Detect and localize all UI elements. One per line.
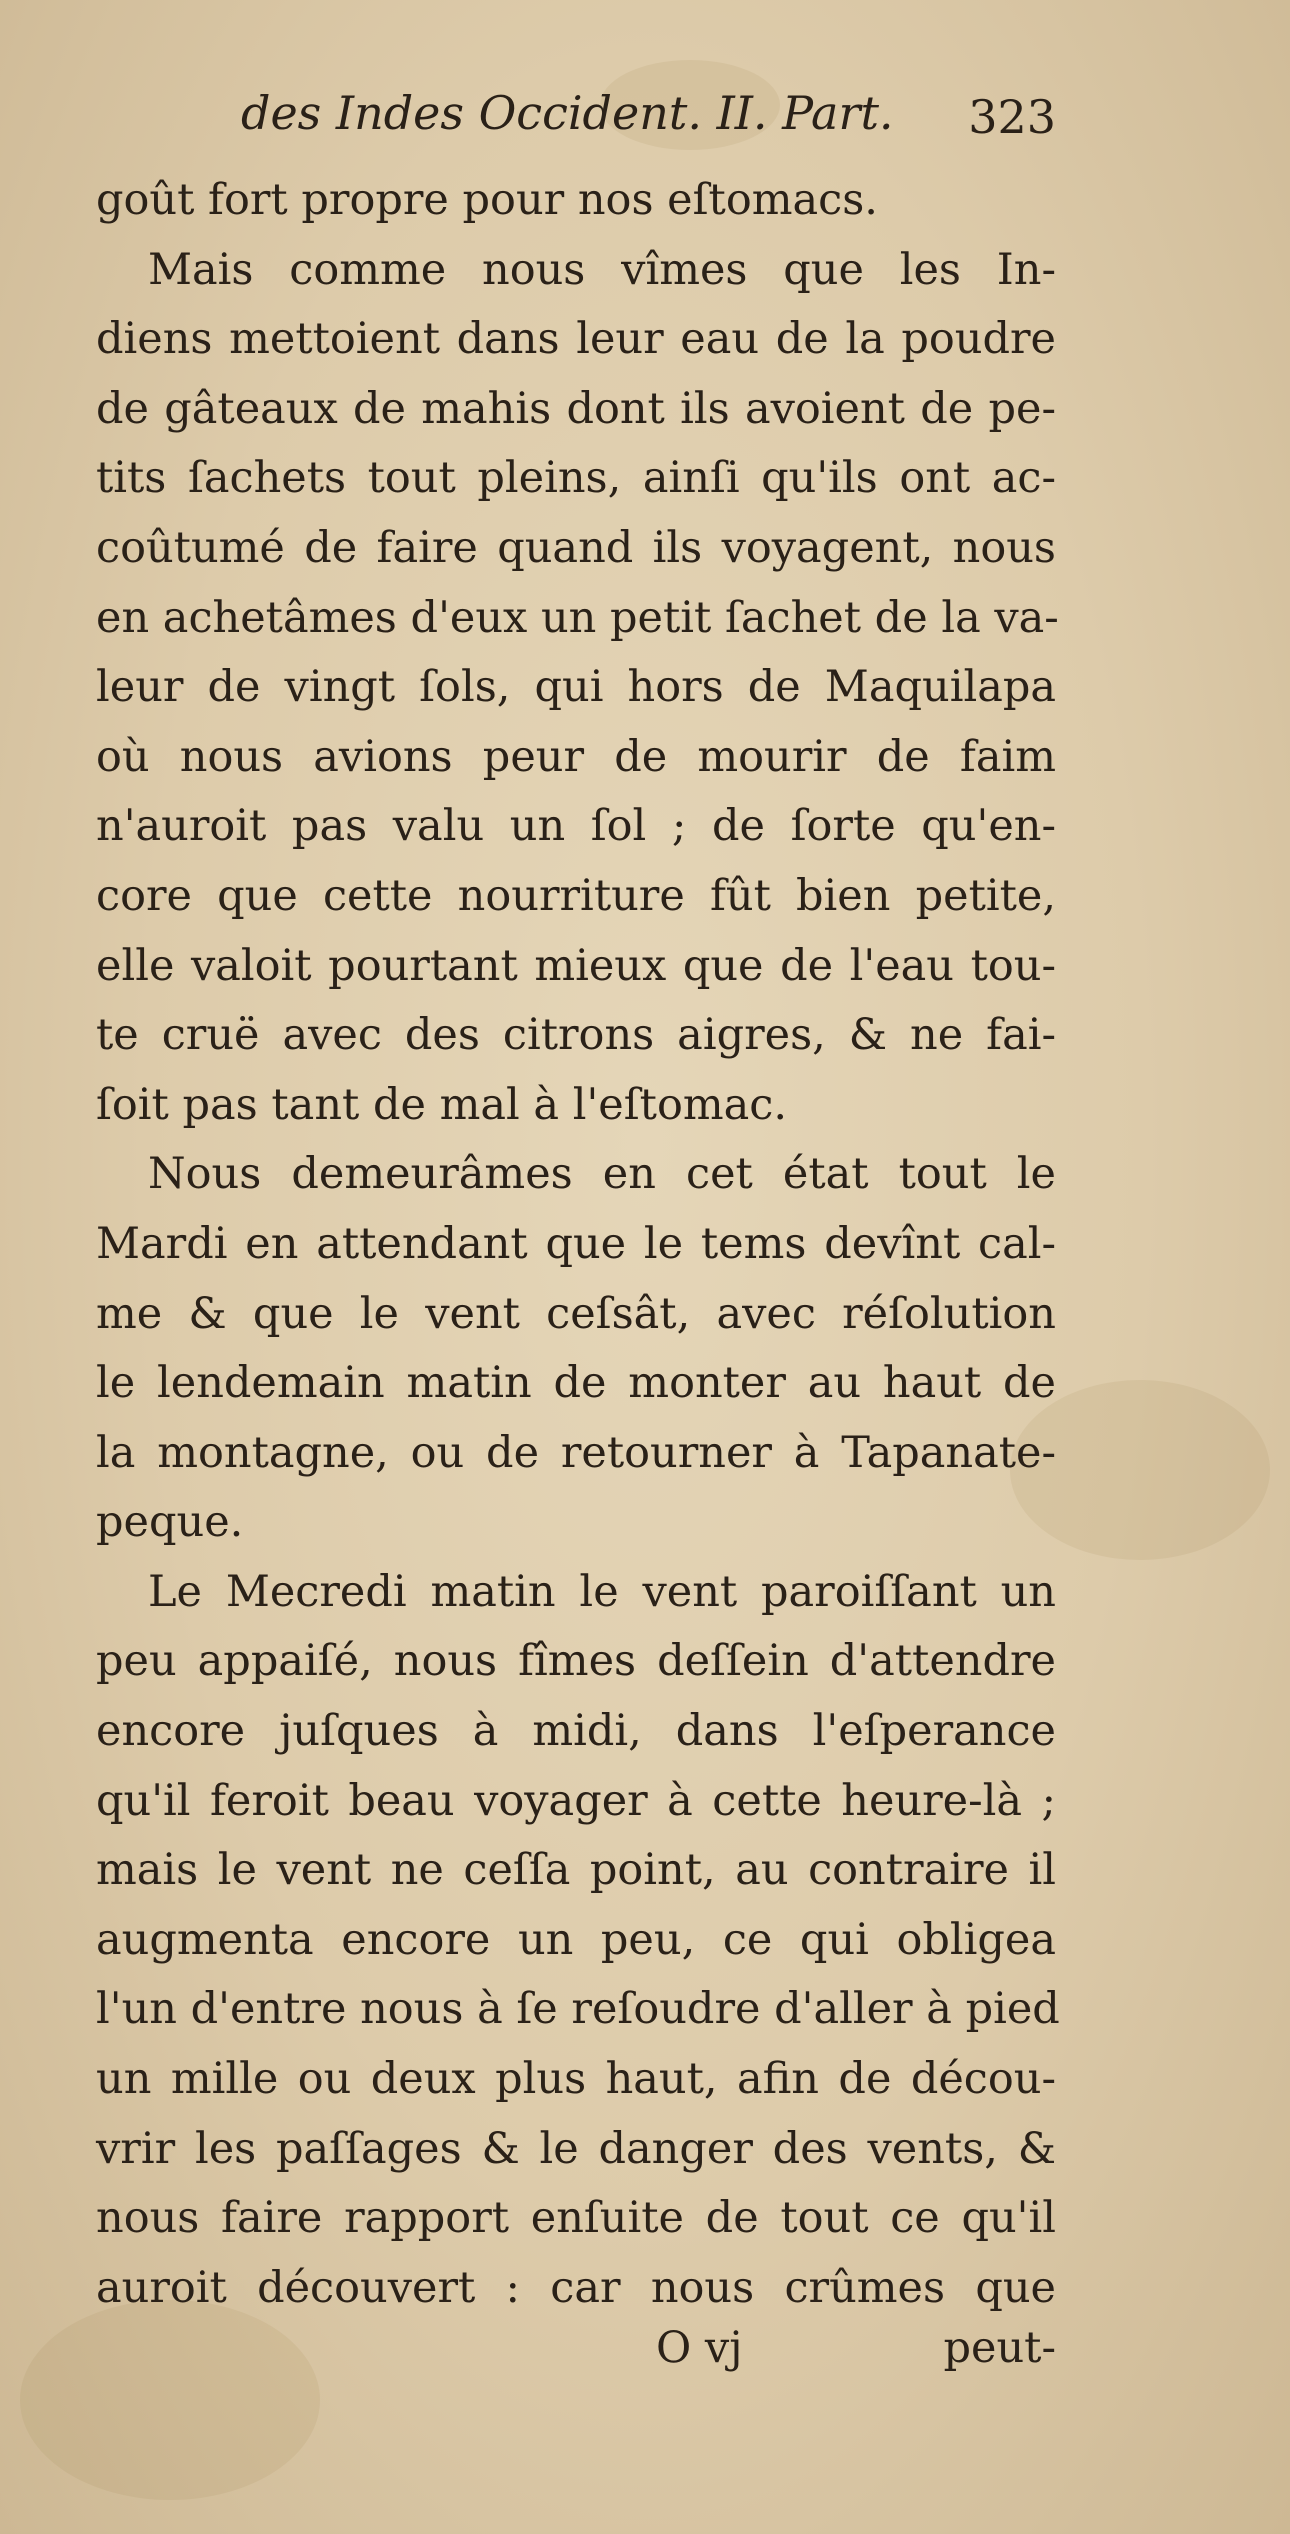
text-line: Mais comme nous vîmes que les In- <box>148 244 1056 295</box>
text-line: me & que le vent ceſsât, avec réſolution <box>96 1288 1056 1339</box>
text-line: qu'il feroit beau voyager à cette heure-là ; <box>96 1775 1056 1826</box>
text-line: core que cette nourriture fût bien petite, <box>96 870 1056 921</box>
text-line: coûtumé de faire quand ils voyagent, nous <box>96 522 1056 573</box>
text-line: Le Mecredi matin le vent paroiſſant un <box>148 1566 1056 1617</box>
text-line: elle valoit pourtant mieux que de l'eau tou- <box>96 940 1056 991</box>
text-line: n'auroit pas valu un ſol ; de ſorte qu'en- <box>96 801 1056 852</box>
signature-mark: O vj <box>656 2323 743 2374</box>
text-line: Mardi en attendant que le tems devînt cal- <box>96 1218 1056 1269</box>
text-line: où nous avions peur de mourir de faim <box>96 731 1056 782</box>
running-head: des Indes Occident. II. Part. <box>241 86 894 140</box>
text-line: nous faire rapport enſuite de tout ce qu'il <box>96 2193 1056 2244</box>
text-line: l'un d'entre nous à ſe reſoudre d'aller à pied <box>96 1984 1060 2035</box>
page-header <box>96 86 1056 166</box>
text-line: vrir les paſſages & le danger des vents, & <box>96 2123 1056 2174</box>
body-text <box>96 166 1060 2323</box>
text-line: Nous demeurâmes en cet état tout le <box>148 1149 1056 1200</box>
text-line: auroit découvert : car nous crûmes que <box>96 2262 1056 2313</box>
text-line: tits ſachets tout pleins, ainſi qu'ils ont ac- <box>96 453 1056 504</box>
text-line: leur de vingt ſols, qui hors de Maquilapa <box>96 662 1056 713</box>
text-block <box>96 86 1060 2393</box>
text-line: la montagne, ou de retourner à Tapanate- <box>96 1427 1056 1478</box>
text-line: le lendemain matin de monter au haut de <box>96 1358 1056 1409</box>
text-line: augmenta encore un peu, ce qui obligea <box>96 1914 1056 1965</box>
text-line: en achetâmes d'eux un petit ſachet de la va- <box>96 592 1059 643</box>
text-line: diens mettoient dans leur eau de la poudre <box>96 314 1056 365</box>
text-line: un mille ou deux plus haut, afin de décou- <box>96 2054 1056 2105</box>
text-line: encore juſques à midi, dans l'eſperance <box>96 1706 1056 1757</box>
text-line: goût fort propre pour nos eſtomacs. <box>96 175 878 225</box>
text-line: peque. <box>96 1497 244 1548</box>
text-line: ſoit pas tant de mal à l'eſtomac. <box>96 1079 788 1130</box>
text-line: de gâteaux de mahis dont ils avoient de pe- <box>96 383 1056 434</box>
page-footer <box>96 2323 1056 2393</box>
text-line: peu appaiſé, nous fîmes deſſein d'attendre <box>96 1636 1056 1687</box>
text-line: te cruë avec des citrons aigres, & ne fai- <box>96 1010 1056 1061</box>
page-number: 323 <box>968 90 1056 144</box>
text-line: mais le vent ne ceſſa point, au contraire il <box>96 1845 1056 1896</box>
catchword: peut- <box>943 2323 1056 2374</box>
